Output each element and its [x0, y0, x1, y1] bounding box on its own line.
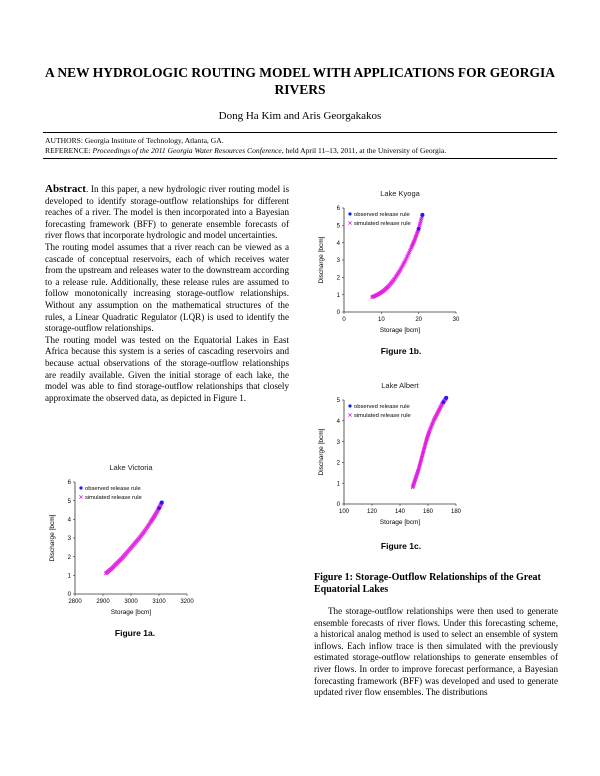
y-tick-label: 1 [336, 292, 340, 299]
legend-observed-label: observed release rule [354, 212, 410, 218]
y-tick-label: 0 [336, 310, 340, 317]
chart-title: Lake Kyoga [380, 189, 420, 198]
observed-point [444, 396, 448, 400]
legend-observed-label: observed release rule [354, 404, 410, 410]
y-tick-label: 1 [336, 481, 340, 488]
reference-proceedings: Proceedings of the 2011 Georgia Water Resources Conference [92, 146, 282, 155]
x-tick-label: 10 [377, 317, 385, 323]
abstract-column [45, 184, 289, 404]
x-tick-label: 160 [422, 509, 434, 515]
legend-observed-marker [348, 212, 351, 215]
x-axis-label: Storage [bcm] [110, 609, 152, 616]
author-affiliation: AUTHORS: Georgia Institute of Technology, Atlanta, GA. [45, 136, 224, 145]
y-tick-label: 5 [336, 223, 340, 230]
abstract-paragraph-1: Abstract. In this paper, a new hydrologic river routing model is developed to identify storage-outflow relationships for different reaches of a river. The model is then incorporated into a Bayesian forecasting framework (BFF) to generate ensemble forecasts of river flows that incorporate hydrologic and model uncertainties. [45, 183, 289, 241]
y-tick-label: 5 [336, 398, 340, 405]
legend-observed-marker [79, 486, 82, 489]
abstract-paragraph-3: The routing model was tested on the Equatorial Lakes in East Africa because this system is a series of cascading reservoirs and because actual observations of the storage-outflow relationships are readily available. Given the initial storage of each lake, the model was able to find storage-outflow relationships that closely approximate the observed data, as depicted in Figure 1. [45, 334, 289, 403]
chart-title: Lake Victoria [109, 463, 153, 472]
chart-lake-albert [314, 378, 474, 535]
x-tick-label: 20 [415, 317, 423, 323]
x-axis-label: Storage [bcm] [379, 519, 421, 526]
observed-point [417, 227, 421, 231]
legend-simulated-label: simulated release rule [354, 221, 411, 227]
figure-1a-caption: Figure 1a. [114, 628, 156, 638]
y-tick-label: 2 [336, 275, 340, 282]
x-tick-label: 30 [452, 317, 460, 323]
y-axis-label: Discharge [bcm] [318, 236, 325, 284]
y-tick-label: 0 [336, 502, 340, 509]
x-axis-label: Storage [bcm] [379, 327, 421, 334]
reference-label: REFERENCE: [45, 146, 93, 155]
y-axis-label: Discharge [bcm] [49, 514, 56, 562]
legend-simulated-marker [348, 221, 351, 224]
figure-1b-caption: Figure 1b. [380, 346, 422, 356]
legend-simulated-label: simulated release rule [354, 413, 411, 419]
figure-1-caption: Figure 1: Storage-Outflow Relationships of the Great Equatorial Lakes [314, 572, 541, 595]
y-tick-label: 2 [67, 554, 71, 561]
x-tick-label: 2900 [96, 599, 110, 605]
abstract-heading: Abstract [45, 183, 86, 195]
legend-observed-marker [348, 404, 351, 407]
legend-simulated-label: simulated release rule [85, 495, 142, 501]
observed-point [421, 213, 425, 217]
reference-line [45, 146, 560, 156]
y-tick-label: 2 [336, 460, 340, 467]
y-tick-label: 3 [336, 439, 340, 446]
y-tick-label: 3 [67, 536, 71, 543]
y-tick-label: 6 [336, 206, 340, 213]
x-tick-label: 3200 [180, 599, 194, 605]
legend-observed-label: observed release rule [85, 486, 141, 492]
abstract-paragraph-2: The routing model assumes that a river reach can be viewed as a cascade of conceptual reservoirs, each of which receives water from the upstream and releases water to the downstream according to a release rule. Additionally, these release rules are assumed to follow monotonically increasing storage-outflow relationships. Without any assumption on the mathematical structures of the rules, a Linear Quadratic Regulator (LQR) is used to identify the storage-outflow relationships. [45, 241, 289, 334]
y-tick-label: 4 [336, 419, 340, 425]
chart-lake-kyoga [314, 186, 474, 343]
y-axis-label: Discharge [bcm] [318, 428, 325, 476]
figure-1c-caption: Figure 1c. [380, 541, 422, 551]
reference-rest: , held April 11–13, 2011, at the University of Georgia. [281, 146, 447, 155]
observed-point [160, 501, 164, 505]
observed-point [442, 400, 446, 404]
header-rule-bottom [43, 158, 557, 159]
chart-lake-victoria [45, 460, 205, 625]
header-rule-top [43, 132, 557, 133]
paper-title: A NEW HYDROLOGIC ROUTING MODEL WITH APPLICATIONS FOR GEORGIA RIVERS [44, 65, 556, 97]
x-tick-label: 140 [394, 509, 406, 515]
paper-authors: Dong Ha Kim and Aris Georgakakos [218, 110, 382, 122]
legend-simulated-marker [79, 495, 82, 498]
x-tick-label: 180 [450, 509, 462, 515]
observed-point [157, 506, 161, 510]
y-tick-label: 4 [67, 517, 71, 524]
body-paragraph: The storage-outflow relationships were then used to generate ensemble forecasts of river flows. Under this forecasting scheme, a historical analog method is used to select an ensemble of system inflows. Each inflow trace is then simulated with the previously estimated storage-outflow relationships to generate ensembles of river flows. In order to improve forecast performance, a Bayesian forecasting framework (BFF) was developed and used to generate updated river flow ensembles. The distributions [314, 606, 558, 698]
legend-simulated-marker [348, 413, 351, 416]
x-tick-label: 100 [338, 509, 350, 515]
x-tick-label: 120 [366, 509, 378, 515]
y-tick-label: 1 [67, 573, 71, 580]
y-tick-label: 4 [336, 240, 340, 247]
x-tick-label: 3100 [152, 599, 166, 605]
y-tick-label: 5 [67, 498, 71, 505]
y-tick-label: 6 [67, 480, 71, 487]
x-tick-label: 2800 [68, 599, 82, 605]
chart-title: Lake Albert [381, 381, 419, 390]
x-tick-label: 0 [342, 317, 346, 323]
y-tick-label: 0 [67, 592, 71, 599]
y-tick-label: 3 [336, 258, 340, 265]
x-tick-label: 3000 [124, 599, 138, 605]
